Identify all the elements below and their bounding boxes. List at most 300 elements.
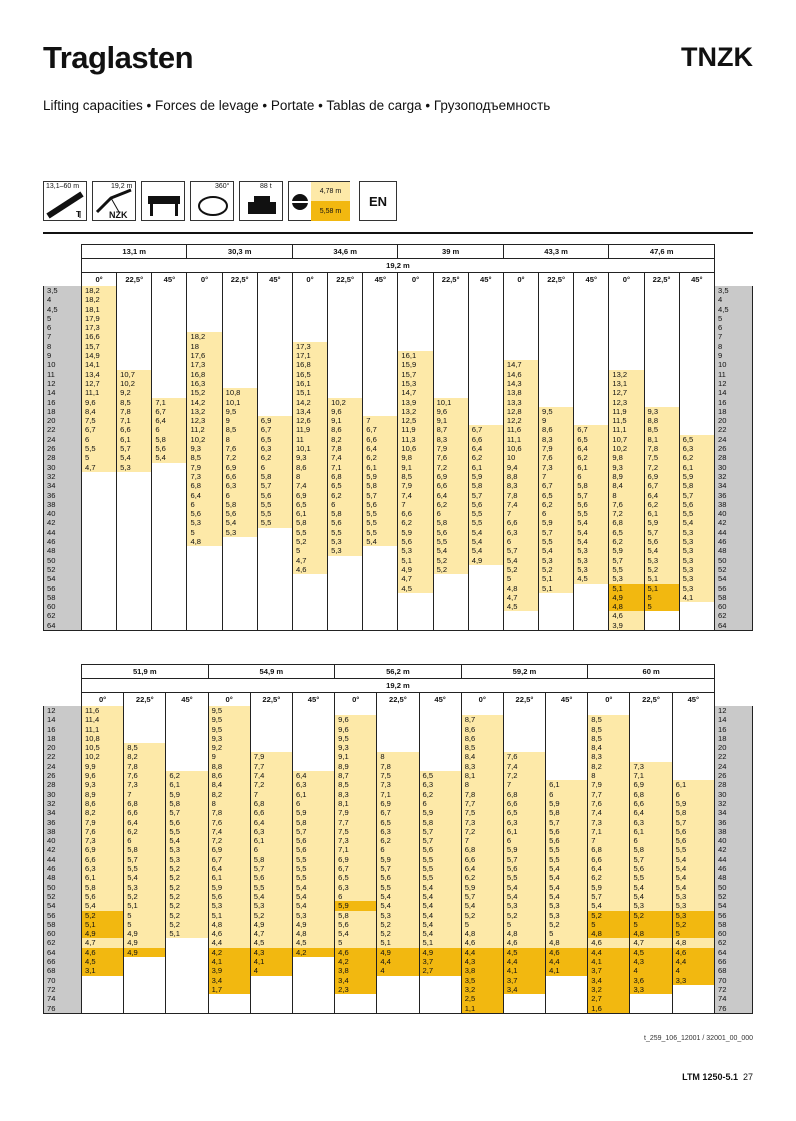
capacity-cell: 8,2 xyxy=(588,762,630,771)
radius-label: 54 xyxy=(44,901,82,910)
capacity-cell xyxy=(292,323,327,332)
capacity-cell xyxy=(461,706,503,715)
capacity-cell xyxy=(152,379,187,388)
capacity-cell: 6,5 xyxy=(328,481,363,490)
capacity-cell: 5,6 xyxy=(419,845,461,854)
capacity-cell xyxy=(539,360,574,369)
capacity-cell: 7,8 xyxy=(377,762,419,771)
capacity-cell: 13,2 xyxy=(398,407,433,416)
radius-label: 52 xyxy=(715,892,753,901)
capacity-cell: 7,8 xyxy=(208,808,250,817)
table-row xyxy=(44,873,753,882)
capacity-cell xyxy=(468,593,503,602)
capacity-cell: 9,5 xyxy=(208,725,250,734)
capacity-cell xyxy=(630,743,672,752)
capacity-cell xyxy=(546,706,588,715)
capacity-cell: 4,9 xyxy=(82,929,124,938)
capacity-table-2 xyxy=(43,664,753,1014)
capacity-cell: 14,1 xyxy=(82,360,117,369)
capacity-cell: 7,8 xyxy=(503,491,538,500)
capacity-cell xyxy=(124,1004,166,1014)
capacity-cell: 7,1 xyxy=(328,463,363,472)
radius-label: 34 xyxy=(715,808,753,817)
capacity-cell xyxy=(468,295,503,304)
capacity-cell: 6,1 xyxy=(546,780,588,789)
capacity-cell: 11,9 xyxy=(398,425,433,434)
capacity-cell: 7,7 xyxy=(461,799,503,808)
capacity-cell xyxy=(117,602,152,611)
capacity-cell: 7,1 xyxy=(117,416,152,425)
capacity-cell: 5,4 xyxy=(574,537,609,546)
capacity-cell: 7,6 xyxy=(503,752,545,761)
capacity-cell xyxy=(679,332,714,341)
angle-header: 22,5° xyxy=(644,273,679,287)
capacity-cell: 9,3 xyxy=(292,453,327,462)
capacity-cell xyxy=(468,360,503,369)
capacity-cell: 5 xyxy=(292,546,327,555)
capacity-cell xyxy=(419,706,461,715)
capacity-cell: 5,5 xyxy=(363,528,398,537)
capacity-cell: 14,7 xyxy=(503,360,538,369)
capacity-cell xyxy=(363,602,398,611)
capacity-cell: 6,5 xyxy=(539,491,574,500)
capacity-cell xyxy=(117,556,152,565)
capacity-cell xyxy=(152,323,187,332)
capacity-cell: 5,6 xyxy=(363,500,398,509)
capacity-cell: 6,7 xyxy=(363,425,398,434)
capacity-cell xyxy=(433,342,468,351)
capacity-cell xyxy=(630,994,672,1003)
capacity-cell xyxy=(292,994,334,1003)
capacity-cell: 5,5 xyxy=(292,873,334,882)
capacity-cell: 5 xyxy=(124,911,166,920)
capacity-cell xyxy=(152,500,187,509)
boom-length-header: 13,1 m xyxy=(82,245,187,259)
capacity-cell: 14,2 xyxy=(187,398,222,407)
capacity-cell: 8,6 xyxy=(328,425,363,434)
capacity-cell: 5 xyxy=(82,453,117,462)
capacity-cell xyxy=(468,621,503,631)
capacity-cell: 5,4 xyxy=(672,883,714,892)
capacity-cell: 13,3 xyxy=(503,398,538,407)
capacity-cell: 11,1 xyxy=(82,725,124,734)
capacity-cell xyxy=(292,593,327,602)
capacity-cell xyxy=(292,976,334,985)
capacity-cell: 4,5 xyxy=(82,957,124,966)
capacity-cell: 6,4 xyxy=(250,818,292,827)
capacity-cell: 4,6 xyxy=(292,565,327,574)
capacity-cell: 6,6 xyxy=(461,855,503,864)
capacity-cell: 8,5 xyxy=(588,725,630,734)
capacity-cell: 5,3 xyxy=(539,556,574,565)
capacity-cell: 6 xyxy=(152,425,187,434)
table-row xyxy=(44,398,753,407)
capacity-cell: 9,5 xyxy=(208,715,250,724)
capacity-cell: 5,3 xyxy=(117,463,152,472)
radius-label: 74 xyxy=(44,994,82,1003)
capacity-table-1 xyxy=(43,244,753,631)
capacity-cell: 12,3 xyxy=(609,398,644,407)
capacity-cell: 4,4 xyxy=(503,957,545,966)
capacity-cell: 7,6 xyxy=(222,444,257,453)
capacity-cell xyxy=(574,398,609,407)
capacity-cell: 5,9 xyxy=(588,883,630,892)
radius-label: 58 xyxy=(715,593,753,602)
capacity-cell xyxy=(679,602,714,611)
capacity-cell: 5,6 xyxy=(292,845,334,854)
capacity-cell xyxy=(152,509,187,518)
boom-length-header: 34,6 m xyxy=(292,245,397,259)
boom-length-header: 60 m xyxy=(588,665,715,679)
capacity-cell xyxy=(468,416,503,425)
capacity-cell: 5,4 xyxy=(672,873,714,882)
boom-length-header: 30,3 m xyxy=(187,245,292,259)
capacity-cell: 12,5 xyxy=(398,416,433,425)
capacity-cell xyxy=(672,994,714,1003)
capacity-cell xyxy=(503,286,538,295)
angle-header: 45° xyxy=(363,273,398,287)
capacity-cell: 8,9 xyxy=(609,472,644,481)
capacity-cell: 5,3 xyxy=(187,518,222,527)
capacity-cell xyxy=(546,762,588,771)
capacity-cell: 12,7 xyxy=(82,379,117,388)
radius-label: 34 xyxy=(44,481,82,490)
angle-header: 45° xyxy=(679,273,714,287)
capacity-cell: 7,9 xyxy=(250,752,292,761)
capacity-cell: 5,7 xyxy=(363,491,398,500)
capacity-cell: 6,5 xyxy=(574,435,609,444)
capacity-cell: 5,6 xyxy=(398,537,433,546)
capacity-cell: 7,2 xyxy=(461,827,503,836)
capacity-cell xyxy=(630,725,672,734)
capacity-cell: 13,4 xyxy=(292,407,327,416)
capacity-cell: 5,7 xyxy=(257,481,292,490)
capacity-cell: 6,2 xyxy=(124,827,166,836)
table-row xyxy=(44,920,753,929)
capacity-cell: 6,1 xyxy=(208,873,250,882)
capacity-cell: 4 xyxy=(377,966,419,975)
capacity-cell xyxy=(257,398,292,407)
capacity-cell: 6,4 xyxy=(644,491,679,500)
capacity-cell: 5,3 xyxy=(679,528,714,537)
capacity-cell: 6,3 xyxy=(503,528,538,537)
capacity-cell: 2,7 xyxy=(588,994,630,1003)
radius-label: 76 xyxy=(715,1004,753,1014)
capacity-cell xyxy=(257,342,292,351)
capacity-cell: 6,7 xyxy=(377,808,419,817)
capacity-cell: 17,3 xyxy=(187,360,222,369)
capacity-cell xyxy=(187,323,222,332)
capacity-cell xyxy=(679,416,714,425)
capacity-cell xyxy=(117,314,152,323)
capacity-cell: 5,5 xyxy=(419,864,461,873)
table-row xyxy=(44,752,753,761)
capacity-cell xyxy=(257,528,292,537)
capacity-cell: 4,9 xyxy=(419,948,461,957)
radius-label: 38 xyxy=(715,500,753,509)
capacity-cell: 5,6 xyxy=(328,518,363,527)
capacity-cell: 8,8 xyxy=(503,472,538,481)
capacity-cell: 6,8 xyxy=(187,481,222,490)
radius-label: 32 xyxy=(715,799,753,808)
capacity-cell: 7,4 xyxy=(328,453,363,462)
table-row xyxy=(44,790,753,799)
capacity-cell xyxy=(292,752,334,761)
capacity-cell: 5,2 xyxy=(377,929,419,938)
capacity-cell xyxy=(82,500,117,509)
page-subtitle: Lifting capacities • Forces de levage • Portate • Tablas de carga • Грузоподъемность xyxy=(43,98,551,113)
capacity-cell: 5,7 xyxy=(292,827,334,836)
capacity-cell: 5,4 xyxy=(419,929,461,938)
capacity-cell xyxy=(433,286,468,295)
capacity-cell xyxy=(335,1004,377,1014)
capacity-cell xyxy=(328,621,363,631)
outrigger-width-icon: 4,78 m 5,58 m xyxy=(288,181,350,221)
capacity-cell: 5,5 xyxy=(433,537,468,546)
capacity-cell xyxy=(574,360,609,369)
capacity-cell xyxy=(328,584,363,593)
angle-header: 45° xyxy=(672,693,714,707)
capacity-cell xyxy=(679,379,714,388)
capacity-cell: 9,5 xyxy=(222,407,257,416)
capacity-cell: 4,3 xyxy=(630,957,672,966)
capacity-cell xyxy=(679,388,714,397)
capacity-cell xyxy=(546,715,588,724)
capacity-cell xyxy=(363,407,398,416)
capacity-cell: 7 xyxy=(398,500,433,509)
radius-label: 42 xyxy=(715,845,753,854)
table-row xyxy=(44,351,753,360)
table-row xyxy=(44,743,753,752)
capacity-cell xyxy=(644,295,679,304)
capacity-cell: 7,9 xyxy=(398,481,433,490)
capacity-cell xyxy=(609,360,644,369)
capacity-cell: 5,7 xyxy=(630,855,672,864)
capacity-cell: 8,1 xyxy=(335,799,377,808)
capacity-cell: 8 xyxy=(222,435,257,444)
capacity-cell xyxy=(419,1004,461,1014)
capacity-cell: 5,7 xyxy=(609,556,644,565)
table-row xyxy=(44,836,753,845)
capacity-cell xyxy=(503,323,538,332)
table-row xyxy=(44,379,753,388)
capacity-cell: 7,6 xyxy=(588,799,630,808)
capacity-cell: 5,4 xyxy=(335,929,377,938)
capacity-cell: 5,5 xyxy=(679,509,714,518)
angle-header: 45° xyxy=(292,693,334,707)
capacity-cell xyxy=(644,621,679,631)
capacity-cell xyxy=(468,305,503,314)
capacity-cell xyxy=(82,518,117,527)
table-row xyxy=(44,621,753,631)
capacity-cell: 10 xyxy=(503,453,538,462)
capacity-cell: 5,2 xyxy=(672,920,714,929)
capacity-cell xyxy=(187,602,222,611)
radius-label: 4,5 xyxy=(44,305,82,314)
capacity-cell xyxy=(433,332,468,341)
capacity-cell xyxy=(117,574,152,583)
radius-label: 52 xyxy=(715,565,753,574)
capacity-cell: 7,4 xyxy=(398,491,433,500)
table-row xyxy=(44,416,753,425)
capacity-cell xyxy=(292,314,327,323)
capacity-cell xyxy=(328,593,363,602)
radius-label: 20 xyxy=(44,743,82,752)
capacity-cell: 5,3 xyxy=(679,556,714,565)
angle-header: 22,5° xyxy=(328,273,363,287)
capacity-cell: 4,6 xyxy=(609,611,644,620)
capacity-cell: 7,7 xyxy=(335,818,377,827)
radius-label: 18 xyxy=(44,407,82,416)
capacity-cell: 4 xyxy=(250,966,292,975)
capacity-cell: 11,5 xyxy=(609,416,644,425)
capacity-cell xyxy=(152,332,187,341)
capacity-cell xyxy=(82,491,117,500)
capacity-cell: 6 xyxy=(124,836,166,845)
capacity-cell: 5,6 xyxy=(574,500,609,509)
radius-label: 32 xyxy=(715,472,753,481)
capacity-cell xyxy=(398,305,433,314)
capacity-cell xyxy=(117,500,152,509)
capacity-cell: 16,1 xyxy=(292,379,327,388)
capacity-cell xyxy=(679,370,714,379)
capacity-cell xyxy=(124,706,166,715)
capacity-cell: 4,9 xyxy=(250,920,292,929)
capacity-cell xyxy=(257,602,292,611)
capacity-cell xyxy=(672,706,714,715)
capacity-cell xyxy=(503,342,538,351)
capacity-cell: 6 xyxy=(222,491,257,500)
capacity-cell: 10,2 xyxy=(187,435,222,444)
capacity-cell: 5,2 xyxy=(124,892,166,901)
capacity-cell xyxy=(574,602,609,611)
capacity-cell: 6,3 xyxy=(335,883,377,892)
capacity-cell: 5,3 xyxy=(328,537,363,546)
capacity-cell: 15,2 xyxy=(187,388,222,397)
capacity-cell: 7,4 xyxy=(588,808,630,817)
capacity-cell: 5,4 xyxy=(503,556,538,565)
capacity-cell xyxy=(166,985,208,994)
capacity-cell: 6,2 xyxy=(679,453,714,462)
capacity-cell xyxy=(292,584,327,593)
table-row xyxy=(44,370,753,379)
capacity-cell: 6,3 xyxy=(257,444,292,453)
capacity-cell: 5,3 xyxy=(679,537,714,546)
capacity-cell xyxy=(292,762,334,771)
radius-label: 12 xyxy=(715,706,753,715)
capacity-cell: 6,1 xyxy=(644,509,679,518)
capacity-cell xyxy=(250,725,292,734)
capacity-cell: 4,6 xyxy=(335,948,377,957)
table-row xyxy=(44,546,753,555)
radius-label: 20 xyxy=(44,416,82,425)
radius-label: 28 xyxy=(715,780,753,789)
capacity-cell: 8,6 xyxy=(539,425,574,434)
capacity-cell xyxy=(257,584,292,593)
capacity-cell: 6,6 xyxy=(503,799,545,808)
capacity-cell: 6,1 xyxy=(292,790,334,799)
capacity-cell: 4,9 xyxy=(468,556,503,565)
capacity-cell xyxy=(363,314,398,323)
capacity-cell: 6,2 xyxy=(257,453,292,462)
capacity-cell: 7,6 xyxy=(82,827,124,836)
table-row xyxy=(44,892,753,901)
table-row xyxy=(44,883,753,892)
capacity-cell: 8,1 xyxy=(461,771,503,780)
capacity-cell: 8,5 xyxy=(187,453,222,462)
capacity-cell xyxy=(117,593,152,602)
radius-label: 24 xyxy=(715,762,753,771)
capacity-cell xyxy=(82,528,117,537)
language-badge: EN xyxy=(359,181,397,221)
capacity-cell xyxy=(468,565,503,574)
capacity-cell xyxy=(433,370,468,379)
capacity-cell: 4,4 xyxy=(588,948,630,957)
capacity-cell: 8,5 xyxy=(461,743,503,752)
capacity-cell: 5,7 xyxy=(250,864,292,873)
capacity-cell: 5,2 xyxy=(166,901,208,910)
capacity-cell xyxy=(222,602,257,611)
capacity-cell: 4,5 xyxy=(292,938,334,947)
capacity-cell xyxy=(574,370,609,379)
capacity-cell: 9,6 xyxy=(335,725,377,734)
capacity-cell xyxy=(419,994,461,1003)
capacity-cell: 5,7 xyxy=(124,855,166,864)
table-row xyxy=(44,976,753,985)
capacity-cell: 6,6 xyxy=(468,435,503,444)
table-row xyxy=(44,715,753,724)
capacity-cell: 5,4 xyxy=(419,920,461,929)
capacity-cell xyxy=(398,602,433,611)
capacity-cell xyxy=(574,286,609,295)
capacity-cell: 5,2 xyxy=(539,565,574,574)
radius-label: 8 xyxy=(44,342,82,351)
capacity-cell: 5,7 xyxy=(377,864,419,873)
radius-label: 36 xyxy=(715,818,753,827)
capacity-cell xyxy=(574,314,609,323)
capacity-cell: 5,6 xyxy=(468,500,503,509)
capacity-cell: 14,3 xyxy=(503,379,538,388)
capacity-cell: 5,3 xyxy=(546,901,588,910)
capacity-cell: 7,8 xyxy=(644,444,679,453)
capacity-cell: 5,2 xyxy=(630,911,672,920)
capacity-cell: 6,6 xyxy=(503,518,538,527)
capacity-cell: 5,3 xyxy=(377,911,419,920)
capacity-cell: 6,4 xyxy=(187,491,222,500)
capacity-cell: 6 xyxy=(503,836,545,845)
table-row xyxy=(44,948,753,957)
capacity-cell xyxy=(468,407,503,416)
capacity-cell: 18,2 xyxy=(82,286,117,295)
capacity-cell xyxy=(433,584,468,593)
capacity-cell xyxy=(82,574,117,583)
capacity-cell: 5 xyxy=(503,920,545,929)
capacity-cell: 9,6 xyxy=(433,407,468,416)
capacity-cell xyxy=(82,1004,124,1014)
capacity-cell: 9,4 xyxy=(503,463,538,472)
capacity-cell xyxy=(539,370,574,379)
capacity-cell: 8,4 xyxy=(609,481,644,490)
capacity-cell: 5,9 xyxy=(166,790,208,799)
capacity-cell: 4,6 xyxy=(208,929,250,938)
capacity-cell: 5,6 xyxy=(166,818,208,827)
radius-label: 64 xyxy=(715,621,753,631)
capacity-cell: 4,4 xyxy=(546,957,588,966)
radius-label: 48 xyxy=(44,546,82,555)
capacity-cell xyxy=(328,332,363,341)
capacity-cell xyxy=(672,1004,714,1014)
capacity-cell xyxy=(398,295,433,304)
